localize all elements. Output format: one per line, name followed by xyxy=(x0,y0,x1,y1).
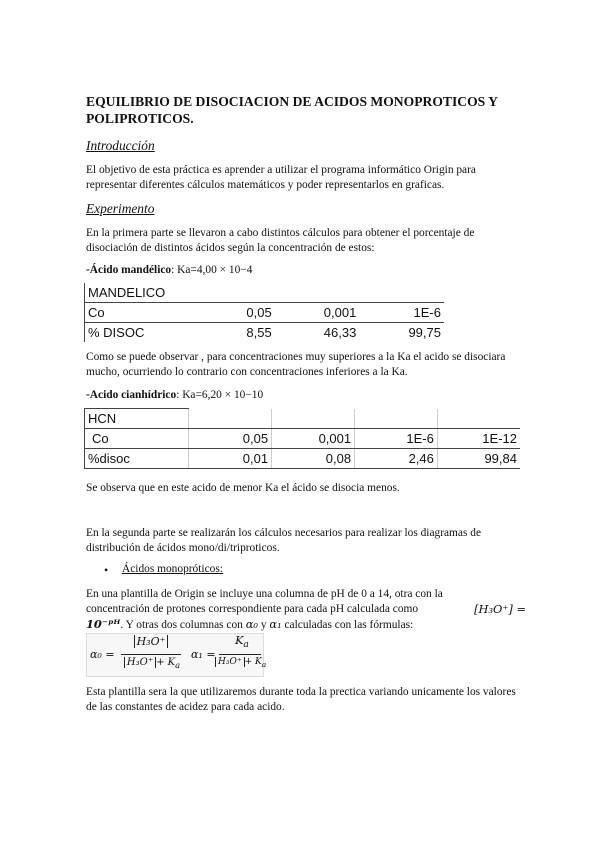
alpha1-den-sub: a xyxy=(261,659,267,669)
alpha1-numerator xyxy=(222,634,262,650)
table-cell: 1E-12 xyxy=(437,429,520,449)
alpha0-num-text: H₃O⁺ xyxy=(134,635,169,648)
table-cell: 0,001 xyxy=(275,303,360,323)
table-cell: 0,08 xyxy=(272,449,355,469)
mandelic-note: Como se puede observar , para concentraciones muy superiores a la Ka el acido se disociara mucho, ocurriendo lo contrario con concentraciones inferiores a la Ka. xyxy=(86,351,506,378)
section-heading-intro: Introducción xyxy=(86,138,155,153)
cyanhydric-label xyxy=(86,389,263,401)
conjunction: y xyxy=(257,619,270,631)
template-line-2 xyxy=(86,602,526,617)
experiment-paragraph: En la primera parte se llevaron a cabo distintos cálculos para obtener el porcentaje de disociación de distintos ácidos según la concentración de estos: xyxy=(86,227,475,254)
table-row xyxy=(85,449,521,469)
h3o-expression: [H₃O⁺] = xyxy=(474,602,526,616)
table-cell: Co xyxy=(85,429,189,449)
cyanhydric-note: Se observa que en este acido de menor Ka el ácido se disocia menos. xyxy=(86,482,400,494)
alpha0-denominator xyxy=(117,657,187,670)
mandelic-label-bold: -Ácido mandélico xyxy=(86,264,172,276)
table-cell: % DISOC xyxy=(85,323,191,343)
table-cell: 46,33 xyxy=(323,325,357,340)
table-cell: 0,001 xyxy=(272,429,355,449)
hcn-table xyxy=(84,408,520,469)
alpha1-den-a: H₃O⁺ xyxy=(215,657,245,667)
alpha1-den-b: + K xyxy=(244,657,262,667)
alpha0-symbol: α₀ xyxy=(245,617,258,631)
alpha-formulas xyxy=(86,633,267,677)
alpha1-num-sub: a xyxy=(243,639,249,651)
alpha0-fraction-bar xyxy=(121,654,181,655)
table-row xyxy=(85,323,445,343)
template-line-2-text: concentración de protones correspondiente para cada pH calculada como xyxy=(86,603,419,615)
alpha1-num-text: K xyxy=(235,634,244,647)
cyanhydric-label-bold: -Acido cianhídrico xyxy=(86,389,177,401)
second-part-paragraph: En la segunda parte se realizarán los cálculos necesarios para realizar los diagramas de distribución de ácidos mono/di/triproticos. xyxy=(86,527,482,554)
template-paragraph xyxy=(86,587,526,633)
closing-paragraph: Esta plantilla sera la que utilizaremos durante toda la prectica variando unicamente los valores de las constantes de acidez para cada acido. xyxy=(86,686,516,713)
template-line-3 xyxy=(86,617,526,633)
table-cell: Co xyxy=(85,303,191,323)
alpha0-lhs: α₀ = xyxy=(90,648,115,661)
table-cell: 1E-6 xyxy=(359,303,444,323)
alpha0-den-sub: a xyxy=(175,660,181,670)
table-cell: 0,05 xyxy=(189,429,272,449)
ph-expression: 10⁻ᵖᴴ xyxy=(86,617,121,631)
bullet-symbol: • xyxy=(104,563,109,577)
table-cell: 2,46 xyxy=(355,449,438,469)
mandelic-ka: : Ka=4,00 × 10−4 xyxy=(171,264,253,276)
table-cell: 99,84 xyxy=(437,449,520,469)
alpha1-lhs: α₁ = xyxy=(191,648,216,661)
table-cell: 0,01 xyxy=(189,449,272,469)
alpha1-fraction-bar xyxy=(219,654,261,655)
alpha1-denominator xyxy=(215,657,267,669)
cyanhydric-ka: : Ka=6,20 × 10−10 xyxy=(176,389,264,401)
alpha0-numerator xyxy=(121,635,181,648)
intro-paragraph: El objetivo de esta práctica es aprender a utilizar el programa informático Origin para representar diferentes cálculos matemáticos y poder representarlos en graficas. xyxy=(86,164,476,191)
table-cell: %disoc xyxy=(85,449,189,469)
bullet-monoprotic: Ácidos monopróticos: xyxy=(122,563,223,575)
template-line-3-end: calculadas con las fórmulas: xyxy=(281,619,414,631)
table-header-cell: HCN xyxy=(85,409,189,429)
template-line-1: En una plantilla de Origin se incluye una columna de pH de 0 a 14, otra con la xyxy=(86,588,443,600)
table-cell: 99,75 xyxy=(408,325,441,340)
mandelic-table xyxy=(84,283,444,342)
table-header-cell: MANDELICO xyxy=(85,283,191,303)
section-heading-experiment: Experimento xyxy=(86,201,155,216)
table-row xyxy=(85,429,521,449)
table-row xyxy=(85,303,445,323)
alpha1-symbol: α₁ xyxy=(269,617,282,631)
table-cell: 8,55 xyxy=(246,325,272,340)
table-cell: 1E-6 xyxy=(355,429,438,449)
alpha0-den-a: H₃O⁺ xyxy=(124,657,156,668)
table-cell: 0,05 xyxy=(190,303,274,323)
alpha0-den-b: + K xyxy=(156,657,176,668)
document-title: EQUILIBRIO DE DISOCIACION DE ACIDOS MONOPROTICOS Y POLIPROTICOS. xyxy=(86,94,498,126)
template-line-3-text: . Y otras dos columnas con xyxy=(120,619,246,631)
mandelic-label xyxy=(86,264,252,276)
